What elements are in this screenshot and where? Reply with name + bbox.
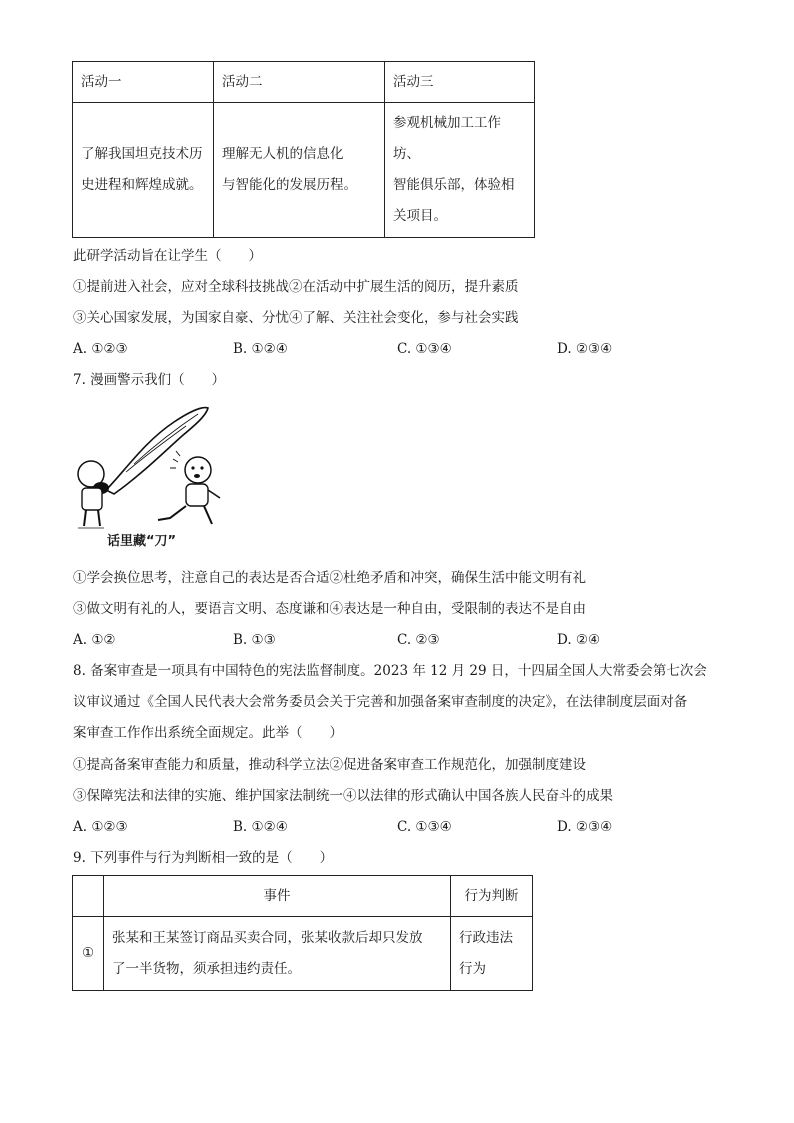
cell-line: 智能俱乐部，体验相 — [393, 177, 515, 193]
table-row — [73, 103, 535, 238]
q6-stem: 此研学活动旨在让学生（ ） — [73, 248, 262, 264]
table-header-cell: 活动一 — [73, 62, 214, 103]
q9-stem: 9. 下列事件与行为判断相一致的是（ ） — [73, 850, 334, 866]
q8-stem-line-2: 议审议通过《全国人民代表大会常务委员会关于完善和加强备案审查制度的决定》，在法律制度层面对备 — [73, 694, 688, 710]
cell-line: 参观机械加工工作 — [393, 115, 501, 131]
option-b[interactable]: B. ①②④ — [233, 341, 288, 357]
cell-line: 理解无人机的信息化 — [222, 146, 344, 162]
q8-statement-line-1: ①提高备案审查能力和质量，推动科学立法②促进备案审查工作规范化，加强制度建设 — [73, 757, 586, 773]
q6-statement-line-2: ③关心国家发展，为国家自豪、分忧④了解、关注社会变化，参与社会实践 — [73, 310, 519, 326]
q8-statement-line-2: ③保障宪法和法律的实施、维护国家法制统一④以法律的形式确认中国各族人民奋斗的成果 — [73, 788, 613, 804]
events-table — [72, 875, 533, 991]
cartoon-illustration — [74, 402, 224, 550]
table-header-row — [73, 62, 535, 103]
q7-statement-line-2: ③做文明有礼的人，要语言文明、态度谦和④表达是一种自由，受限制的表达不是自由 — [73, 601, 586, 617]
table-header-cell: 活动三 — [385, 62, 535, 103]
option-d[interactable]: D. ②④ — [557, 632, 601, 648]
q6-statement-line-1: ①提前进入社会，应对全球科技挑战②在活动中扩展生活的阅历，提升素质 — [73, 279, 519, 295]
option-d[interactable]: D. ②③④ — [557, 341, 613, 357]
option-c[interactable]: C. ①③④ — [397, 819, 452, 835]
table-header-row — [73, 876, 533, 917]
cell-line: 坊、 — [393, 146, 420, 162]
option-d[interactable]: D. ②③④ — [557, 819, 613, 835]
option-b[interactable]: B. ①②④ — [233, 819, 288, 835]
row-number: ① — [73, 917, 104, 991]
cell-line: 了解我国坦克技术历 — [81, 146, 203, 162]
table-header-cell — [73, 876, 104, 917]
q7-stem: 7. 漫画警示我们（ ） — [73, 372, 226, 388]
table-row — [73, 917, 533, 991]
q8-stem-line-3: 案审查工作作出系统全面规定。此举（ ） — [73, 725, 343, 741]
cell-line: 张某和王某签订商品买卖合同，张某收款后却只发放 — [112, 929, 423, 946]
table-cell — [385, 103, 535, 238]
table-header-cell: 活动二 — [214, 62, 385, 103]
option-c[interactable]: C. ①③④ — [397, 341, 452, 357]
table-header-cell: 行为判断 — [451, 876, 533, 917]
cartoon-caption: 话里藏“刀” — [107, 534, 177, 549]
cell-line: 关项目。 — [393, 208, 447, 224]
cell-line: 了一半货物，须承担违约责任。 — [112, 960, 301, 977]
table-cell — [214, 103, 385, 238]
table-cell — [73, 103, 214, 238]
q7-statement-line-1: ①学会换位思考，注意自己的表达是否合适②杜绝矛盾和冲突，确保生活中能文明有礼 — [73, 570, 586, 586]
option-a[interactable]: A. ①② — [73, 632, 116, 648]
cell-line: 史进程和辉煌成就。 — [81, 177, 203, 193]
table-header-cell: 事件 — [104, 876, 451, 917]
cell-line: 行为 — [459, 960, 486, 977]
option-b[interactable]: B. ①③ — [233, 632, 276, 648]
event-cell — [104, 917, 451, 991]
q8-stem-line-1: 8. 备案审查是一项具有中国特色的宪法监督制度。2023 年 12 月 29 日，十四届全国人大常委会第七次会 — [73, 663, 707, 679]
option-c[interactable]: C. ②③ — [397, 632, 440, 648]
option-a[interactable]: A. ①②③ — [73, 341, 128, 357]
activities-table — [72, 61, 535, 238]
cell-line: 行政违法 — [459, 929, 513, 946]
option-a[interactable]: A. ①②③ — [73, 819, 128, 835]
cell-line: 与智能化的发展历程。 — [222, 177, 357, 193]
judgement-cell — [451, 917, 533, 991]
